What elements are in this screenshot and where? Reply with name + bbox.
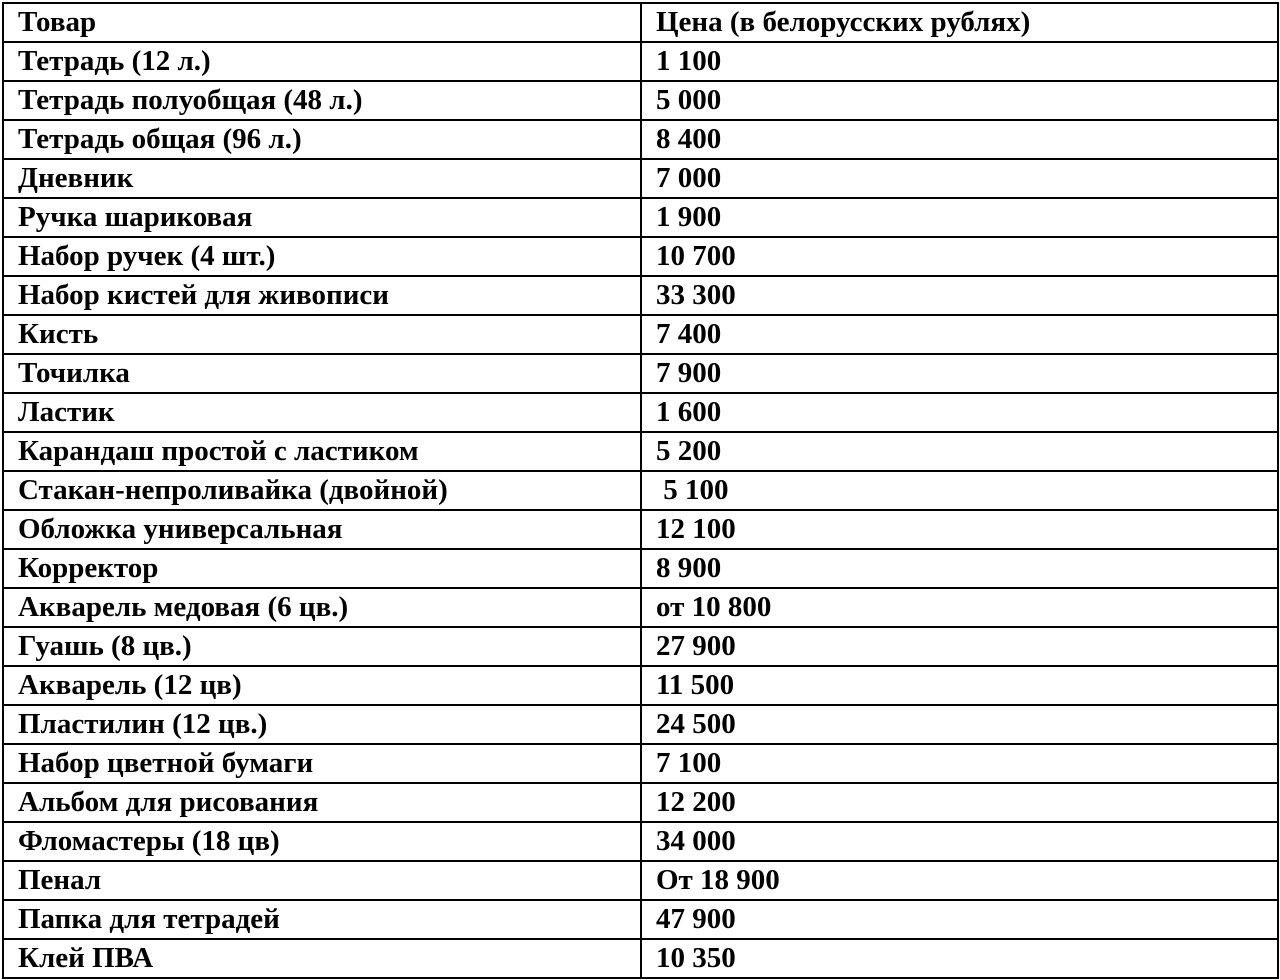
table-row [3,588,1278,627]
price-cell: 12 100 [641,510,1278,549]
item-cell: Набор цветной бумаги [3,744,641,783]
item-cell: Клей ПВА [3,939,641,978]
table-row [3,432,1278,471]
price-cell: 7 900 [641,354,1278,393]
price-cell: 10 350 [641,939,1278,978]
price-cell: 27 900 [641,627,1278,666]
item-cell: Акварель (12 цв) [3,666,641,705]
table-row [3,783,1278,822]
price-cell: 1 600 [641,393,1278,432]
table-row [3,471,1278,510]
price-cell: 10 700 [641,237,1278,276]
table-row [3,354,1278,393]
table-row [3,315,1278,354]
price-cell: 7 000 [641,159,1278,198]
price-cell: 5 000 [641,81,1278,120]
table-row [3,81,1278,120]
table-row [3,510,1278,549]
item-cell: Кисть [3,315,641,354]
price-cell: 7 100 [641,744,1278,783]
item-cell: Фломастеры (18 цв) [3,822,641,861]
item-cell: Карандаш простой с ластиком [3,432,641,471]
item-cell: Тетрадь общая (96 л.) [3,120,641,159]
price-cell: 24 500 [641,705,1278,744]
item-cell: Пластилин (12 цв.) [3,705,641,744]
item-cell: Корректор [3,549,641,588]
price-cell: 7 400 [641,315,1278,354]
price-cell: от 10 800 [641,588,1278,627]
item-cell: Дневник [3,159,641,198]
price-cell: 11 500 [641,666,1278,705]
item-cell: Тетрадь (12 л.) [3,42,641,81]
item-cell: Альбом для рисования [3,783,641,822]
price-cell: 8 400 [641,120,1278,159]
price-table [2,2,1279,979]
table-row [3,393,1278,432]
price-cell: 5 200 [641,432,1278,471]
price-cell: 34 000 [641,822,1278,861]
item-cell: Точилка [3,354,641,393]
table-row [3,237,1278,276]
table-row [3,549,1278,588]
price-cell: 47 900 [641,900,1278,939]
price-cell: 12 200 [641,783,1278,822]
table-row [3,198,1278,237]
price-cell: 1 900 [641,198,1278,237]
table-row [3,900,1278,939]
table-header [3,3,1278,42]
table-row [3,627,1278,666]
table-row [3,705,1278,744]
table-row [3,822,1278,861]
table-row [3,276,1278,315]
item-cell: Ручка шариковая [3,198,641,237]
table-row [3,42,1278,81]
item-cell: Набор ручек (4 шт.) [3,237,641,276]
price-cell: 8 900 [641,549,1278,588]
price-cell: 33 300 [641,276,1278,315]
item-cell: Стакан-непроливайка (двойной) [3,471,641,510]
item-cell: Гуашь (8 цв.) [3,627,641,666]
table-row [3,120,1278,159]
table-row [3,939,1278,978]
item-cell: Тетрадь полуобщая (48 л.) [3,81,641,120]
price-cell: 5 100 [641,471,1278,510]
price-cell: От 18 900 [641,861,1278,900]
table-row [3,159,1278,198]
price-cell: 1 100 [641,42,1278,81]
item-cell: Акварель медовая (6 цв.) [3,588,641,627]
table-row [3,744,1278,783]
item-cell: Обложка универсальная [3,510,641,549]
item-cell: Ластик [3,393,641,432]
table-row [3,666,1278,705]
header-item: Товар [3,3,641,42]
table-body [3,42,1278,978]
header-price: Цена (в белорусских рублях) [641,3,1278,42]
item-cell: Набор кистей для живописи [3,276,641,315]
item-cell: Папка для тетрадей [3,900,641,939]
header-row [3,3,1278,42]
item-cell: Пенал [3,861,641,900]
table-row [3,861,1278,900]
